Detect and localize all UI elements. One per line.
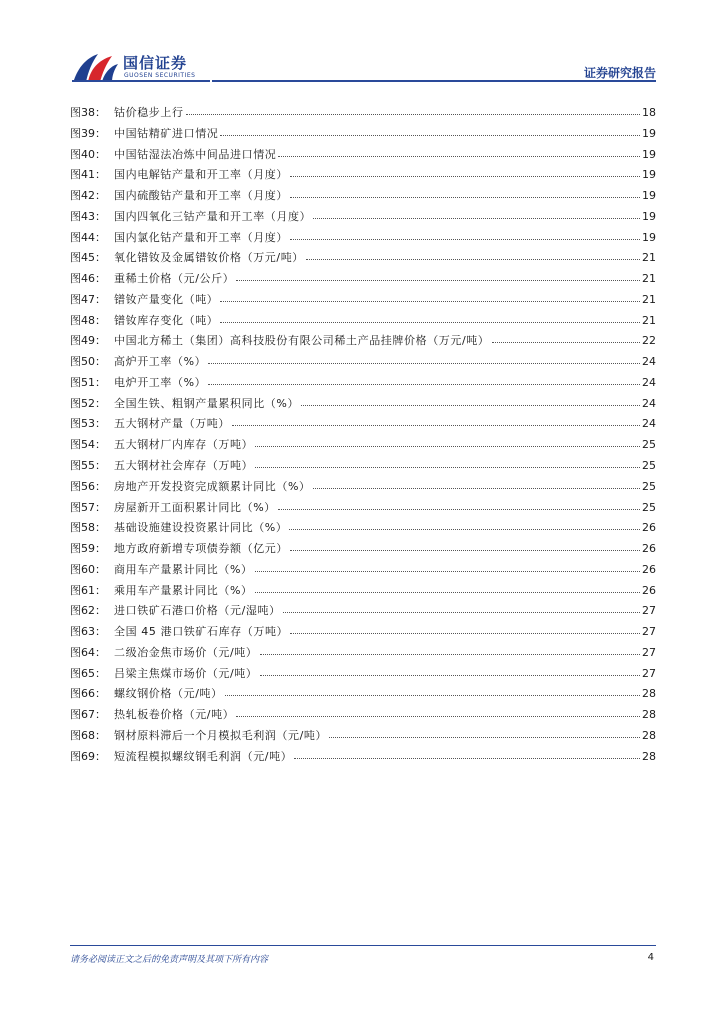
toc-entry-title[interactable]: 氧化镨钕及金属镨钕价格（万元/吨）	[114, 251, 304, 265]
toc-entry-page[interactable]: 25	[642, 500, 656, 514]
toc-entry-title[interactable]: 房屋新开工面积累计同比（%）	[114, 500, 276, 514]
toc-entry-title[interactable]: 镨钕产量变化（吨）	[114, 292, 219, 306]
toc-entry[interactable]	[70, 644, 656, 665]
toc-entry[interactable]	[70, 270, 656, 291]
toc-entry[interactable]	[70, 540, 656, 561]
toc-entry[interactable]	[70, 395, 656, 416]
toc-entry[interactable]	[70, 436, 656, 457]
toc-entry-title[interactable]: 地方政府新增专项债券额（亿元）	[114, 542, 288, 556]
toc-entry-title[interactable]: 中国钴湿法冶炼中间品进口情况	[114, 147, 277, 161]
toc-leader-dots	[290, 189, 640, 198]
toc-leader-dots	[290, 168, 640, 177]
toc-entry[interactable]	[70, 602, 656, 623]
toc-entry-label: 图62：	[70, 604, 106, 618]
logo-english-name: GUOSEN SECURITIES	[124, 72, 196, 79]
toc-entry[interactable]	[70, 208, 656, 229]
toc-entry-label: 图58：	[70, 521, 106, 535]
report-type-label: 证券研究报告	[583, 66, 656, 80]
logo-chinese-name: 国信证券	[123, 54, 188, 72]
toc-entry-title[interactable]: 全国生铁、粗钢产量累积同比（%）	[114, 396, 300, 410]
toc-entry[interactable]	[70, 582, 656, 603]
toc-leader-dots	[225, 687, 640, 696]
toc-entry-page[interactable]: 21	[642, 313, 656, 327]
toc-entry-title[interactable]: 基础设施建设投资累计同比（%）	[114, 521, 288, 535]
toc-leader-dots	[186, 106, 640, 115]
toc-leader-dots	[313, 210, 640, 219]
page-number: 4	[647, 952, 654, 963]
toc-entry-title[interactable]: 重稀土价格（元/公斤）	[114, 272, 235, 286]
toc-entry[interactable]	[70, 291, 656, 312]
toc-entry-page[interactable]: 19	[642, 230, 656, 244]
toc-entry-title[interactable]: 钢材原料滞后一个月模拟毛利润（元/吨）	[114, 728, 328, 742]
toc-entry-page[interactable]: 25	[642, 479, 656, 493]
toc-entry-title[interactable]: 螺纹钢价格（元/吨）	[114, 687, 223, 701]
toc-entry-label: 图56：	[70, 479, 106, 493]
toc-leader-dots	[208, 376, 640, 385]
figure-table-of-contents	[70, 104, 656, 769]
toc-entry-label: 图64：	[70, 645, 106, 659]
toc-entry-title[interactable]: 中国钴精矿进口情况	[114, 126, 219, 140]
toc-entry-title[interactable]: 五大钢材厂内库存（万吨）	[114, 438, 254, 452]
toc-leader-dots	[278, 148, 640, 157]
toc-entry-label: 图51：	[70, 375, 106, 389]
footer-disclaimer: 请务必阅读正文之后的免责声明及其项下所有内容	[70, 955, 269, 965]
toc-entry-label: 图41：	[70, 168, 106, 182]
toc-entry-page[interactable]: 28	[642, 728, 656, 742]
toc-entry-page[interactable]: 24	[642, 355, 656, 369]
toc-entry-page[interactable]: 27	[642, 604, 656, 618]
toc-entry[interactable]	[70, 312, 656, 333]
toc-entry[interactable]	[70, 187, 656, 208]
toc-entry-title[interactable]: 钴价稳步上行	[114, 106, 184, 119]
toc-entry-page[interactable]: 26	[642, 542, 656, 556]
toc-entry[interactable]	[70, 374, 656, 395]
toc-entry[interactable]	[70, 519, 656, 540]
toc-entry-title[interactable]: 进口铁矿石港口价格（元/湿吨）	[114, 604, 281, 618]
toc-entry[interactable]	[70, 478, 656, 499]
toc-entry-label: 图59：	[70, 542, 106, 556]
toc-entry-title[interactable]: 镨钕库存变化（吨）	[114, 313, 219, 327]
toc-leader-dots	[255, 563, 640, 572]
toc-leader-dots	[290, 231, 640, 240]
toc-entry-label: 图65：	[70, 666, 106, 680]
toc-entry-page[interactable]: 18	[642, 106, 656, 119]
toc-entry-title[interactable]: 乘用车产量累计同比（%）	[114, 583, 253, 597]
toc-entry-label: 图68：	[70, 728, 106, 742]
guosen-logo-icon	[72, 50, 120, 84]
toc-entry-label: 图45：	[70, 251, 106, 265]
toc-leader-dots	[220, 293, 640, 302]
toc-entry[interactable]	[70, 104, 656, 125]
toc-entry-title[interactable]: 房地产开发投资完成额累计同比（%）	[114, 479, 311, 493]
toc-entry-title[interactable]: 国内四氧化三钴产量和开工率（月度）	[114, 209, 312, 223]
toc-entry-label: 图50：	[70, 355, 106, 369]
toc-entry-title[interactable]: 国内氯化钴产量和开工率（月度）	[114, 230, 288, 244]
toc-entry-title[interactable]: 短流程模拟螺纹钢毛利润（元/吨）	[114, 749, 293, 763]
toc-entry-page[interactable]: 21	[642, 251, 656, 265]
toc-entry[interactable]	[70, 623, 656, 644]
toc-entry-page[interactable]: 28	[642, 708, 656, 722]
toc-entry-title[interactable]: 全国 45 港口铁矿石库存（万吨）	[114, 625, 289, 639]
toc-leader-dots	[294, 750, 640, 759]
toc-leader-dots	[260, 667, 640, 676]
toc-entry-page[interactable]: 27	[642, 666, 656, 680]
toc-entry-title[interactable]: 中国北方稀土（集团）高科技股份有限公司稀土产品挂牌价格（万元/吨）	[114, 334, 490, 348]
toc-entry-label: 图57：	[70, 500, 106, 514]
toc-entry-label: 图55：	[70, 459, 106, 473]
toc-leader-dots	[236, 708, 640, 717]
toc-entry-title[interactable]: 国内电解钴产量和开工率（月度）	[114, 168, 288, 182]
toc-leader-dots	[255, 459, 640, 468]
toc-entry-label: 图46：	[70, 272, 106, 286]
toc-entry-label: 图63：	[70, 625, 106, 639]
toc-entry-title[interactable]: 二级冶金焦市场价（元/吨）	[114, 645, 258, 659]
page-header	[0, 0, 724, 90]
toc-leader-dots	[232, 417, 640, 426]
toc-entry-title[interactable]: 五大钢材社会库存（万吨）	[114, 459, 254, 473]
toc-entry-label: 图53：	[70, 417, 106, 431]
toc-entry[interactable]	[70, 457, 656, 478]
toc-entry[interactable]	[70, 685, 656, 706]
toc-leader-dots	[329, 729, 640, 738]
toc-entry-label: 图42：	[70, 189, 106, 203]
toc-entry[interactable]	[70, 125, 656, 146]
toc-entry-label: 图38：	[70, 106, 106, 119]
footer-divider	[70, 945, 656, 946]
toc-entry-title[interactable]: 商用车产量累计同比（%）	[114, 562, 253, 576]
toc-entry[interactable]	[70, 665, 656, 686]
toc-entry-page[interactable]: 25	[642, 459, 656, 473]
toc-entry[interactable]	[70, 415, 656, 436]
toc-entry-label: 图66：	[70, 687, 106, 701]
toc-entry-label: 图52：	[70, 396, 106, 410]
toc-entry-page[interactable]: 28	[642, 687, 656, 701]
toc-leader-dots	[220, 314, 640, 323]
header-divider	[212, 80, 656, 82]
toc-entry-label: 图39：	[70, 126, 106, 140]
toc-entry-title[interactable]: 高炉开工率（%）	[114, 355, 207, 369]
toc-entry-title[interactable]: 国内硫酸钴产量和开工率（月度）	[114, 189, 288, 203]
toc-leader-dots	[492, 334, 640, 343]
toc-leader-dots	[301, 397, 640, 406]
toc-leader-dots	[290, 625, 640, 634]
toc-entry-page[interactable]: 19	[642, 189, 656, 203]
toc-entry[interactable]	[70, 561, 656, 582]
toc-entry-label: 图49：	[70, 334, 106, 348]
toc-entry-page[interactable]: 21	[642, 292, 656, 306]
toc-entry-page[interactable]: 19	[642, 209, 656, 223]
toc-entry-label: 图61：	[70, 583, 106, 597]
header-divider-left	[72, 80, 210, 82]
toc-entry-label: 图44：	[70, 230, 106, 244]
toc-entry[interactable]	[70, 229, 656, 250]
toc-leader-dots	[313, 480, 640, 489]
toc-entry-page[interactable]: 19	[642, 126, 656, 140]
toc-entry-page[interactable]: 19	[642, 147, 656, 161]
toc-entry[interactable]	[70, 332, 656, 353]
toc-entry-title[interactable]: 吕梁主焦煤市场价（元/吨）	[114, 666, 258, 680]
toc-entry[interactable]	[70, 499, 656, 520]
toc-leader-dots	[255, 584, 640, 593]
toc-leader-dots	[255, 438, 640, 447]
toc-leader-dots	[289, 521, 640, 530]
toc-entry-label: 图60：	[70, 562, 106, 576]
toc-entry-page[interactable]: 24	[642, 396, 656, 410]
toc-entry-page[interactable]: 21	[642, 272, 656, 286]
toc-entry-label: 图43：	[70, 209, 106, 223]
toc-entry-label: 图40：	[70, 147, 106, 161]
toc-leader-dots	[220, 127, 640, 136]
toc-entry-title[interactable]: 五大钢材产量（万吨）	[114, 417, 230, 431]
toc-leader-dots	[236, 272, 640, 281]
toc-entry-page[interactable]: 26	[642, 521, 656, 535]
toc-entry[interactable]	[70, 706, 656, 727]
toc-entry[interactable]	[70, 166, 656, 187]
toc-leader-dots	[208, 355, 640, 364]
toc-entry[interactable]	[70, 748, 656, 769]
toc-entry-page[interactable]: 27	[642, 625, 656, 639]
toc-entry-page[interactable]: 28	[642, 749, 656, 763]
toc-entry-page[interactable]: 24	[642, 417, 656, 431]
toc-leader-dots	[283, 604, 640, 613]
toc-entry-label: 图54：	[70, 438, 106, 452]
toc-leader-dots	[260, 646, 640, 655]
toc-entry-page[interactable]: 22	[642, 334, 656, 348]
toc-entry[interactable]	[70, 353, 656, 374]
toc-entry-page[interactable]: 25	[642, 438, 656, 452]
toc-entry-page[interactable]: 26	[642, 583, 656, 597]
toc-entry-label: 图69：	[70, 749, 106, 763]
toc-leader-dots	[278, 501, 640, 510]
toc-entry[interactable]	[70, 727, 656, 748]
toc-leader-dots	[306, 251, 640, 260]
toc-entry-page[interactable]: 27	[642, 645, 656, 659]
toc-entry[interactable]	[70, 249, 656, 270]
toc-leader-dots	[290, 542, 640, 551]
toc-entry-label: 图48：	[70, 313, 106, 327]
toc-entry-page[interactable]: 26	[642, 562, 656, 576]
toc-entry-title[interactable]: 热轧板卷价格（元/吨）	[114, 708, 235, 722]
toc-entry-page[interactable]: 24	[642, 375, 656, 389]
toc-entry-title[interactable]: 电炉开工率（%）	[114, 375, 207, 389]
toc-entry[interactable]	[70, 146, 656, 167]
toc-entry-page[interactable]: 19	[642, 168, 656, 182]
toc-entry-label: 图47：	[70, 292, 106, 306]
toc-entry-label: 图67：	[70, 708, 106, 722]
